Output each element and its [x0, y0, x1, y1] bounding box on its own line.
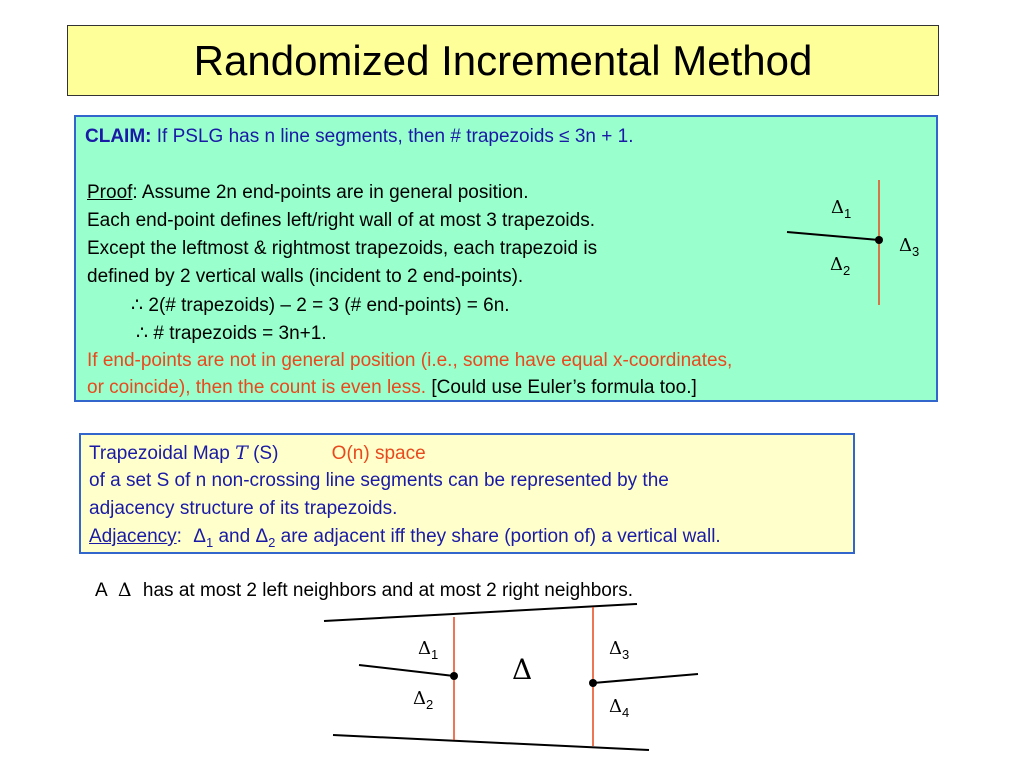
- adj-delta-1-symbol: Δ: [193, 526, 206, 547]
- left-endpoint: [450, 672, 458, 680]
- right-segment: [593, 674, 698, 683]
- claim-statement: If PSLG has n line segments, then # trapezoids ≤ 3n + 1.: [156, 126, 634, 147]
- claim-delta-2-symbol: Δ: [830, 254, 843, 275]
- bottom-segment: [333, 735, 649, 750]
- proof-text-1: : Assume 2n end-points are in general position.: [132, 182, 529, 203]
- fig-delta-4-symbol: Δ: [609, 696, 622, 717]
- claim-delta-2-sub: 2: [843, 263, 851, 278]
- right-endpoint: [589, 679, 597, 687]
- adj-delta-2-symbol: Δ: [255, 526, 269, 547]
- top-segment: [324, 604, 637, 621]
- euler-note: [Could use Euler’s formula too.]: [431, 377, 697, 398]
- fig-delta-2-sub: 2: [426, 697, 434, 712]
- map-title-prefix: Trapezoidal Map: [89, 443, 230, 464]
- proof-text-6: # trapezoids = 3n+1.: [153, 323, 327, 344]
- adj-rest: are adjacent iff they share (portion of) a vertical wall.: [280, 526, 721, 547]
- claim-delta-1-symbol: Δ: [831, 197, 844, 218]
- map-t-symbol: T: [235, 442, 248, 464]
- map-line-2: of a set S of n non-crossing line segments can be represented by the: [89, 470, 669, 491]
- fig-delta-2-symbol: Δ: [413, 688, 426, 709]
- adj-and: and: [218, 526, 251, 547]
- therefore-symbol: ∴: [131, 295, 144, 316]
- map-title-suffix: (S): [253, 443, 279, 464]
- proof-line-3: Except the leftmost & rightmost trapezoids, each trapezoid is: [87, 238, 598, 259]
- claim-delta-3-sub: 3: [912, 244, 920, 259]
- slide-title-text: Randomized Incremental Method: [193, 36, 813, 84]
- adj-delta-1-sub: 1: [205, 534, 214, 550]
- claim-label: CLAIM:: [85, 126, 152, 147]
- claim-delta-1-sub: 1: [844, 206, 852, 221]
- fig-delta-1-symbol: Δ: [418, 638, 431, 659]
- neighbors-prefix: A: [95, 580, 107, 601]
- neighbors-delta: Δ: [117, 579, 132, 601]
- fig-delta-1-sub: 1: [431, 647, 439, 662]
- neighbors-text: has at most 2 left neighbors and at most 2 right neighbors.: [142, 580, 633, 601]
- adjacency-label: Adjacency: [89, 526, 177, 547]
- proof-text-5: 2(# trapezoids) – 2 = 3 (# end-points) = 6n.: [148, 295, 510, 316]
- proof-label: Proof: [87, 182, 133, 203]
- therefore-symbol-2: ∴: [136, 323, 149, 344]
- adjacency-colon: :: [176, 526, 182, 547]
- map-line-3: adjacency structure of its trapezoids.: [89, 498, 398, 519]
- general-position-line-1: If end-points are not in general position (i.e., some have equal x-coordinates,: [87, 350, 733, 371]
- claim-delta-3-symbol: Δ: [899, 235, 912, 256]
- fig-delta-3-symbol: Δ: [609, 638, 622, 659]
- proof-line-2: Each end-point defines left/right wall of at most 3 trapezoids.: [87, 210, 595, 231]
- adj-delta-2-sub: 2: [268, 534, 276, 550]
- map-space: O(n) space: [331, 443, 426, 464]
- fig-delta-3-sub: 3: [622, 647, 630, 662]
- general-position-text-2: or coincide), then the count is even less.: [87, 377, 427, 398]
- left-segment: [359, 665, 454, 676]
- proof-line-4: defined by 2 vertical walls (incident to 2 end-points).: [87, 266, 524, 287]
- fig-delta-4-sub: 4: [622, 705, 630, 720]
- fig-delta-center: Δ: [512, 653, 533, 686]
